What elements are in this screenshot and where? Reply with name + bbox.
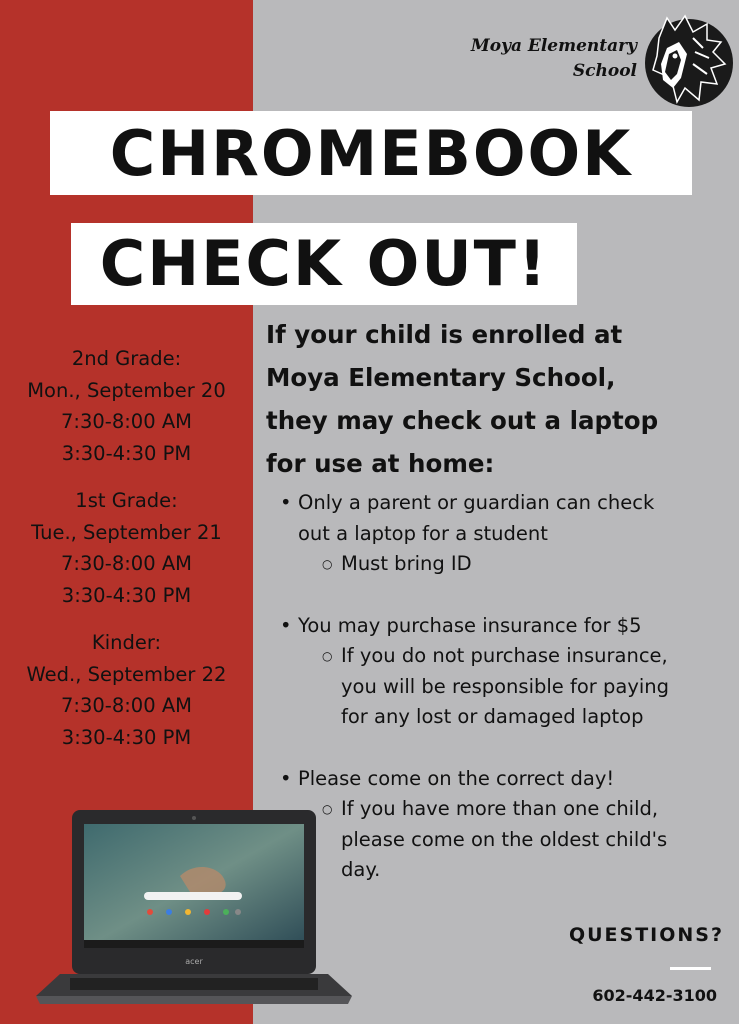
intro-paragraph — [266, 313, 736, 485]
mustang-horse-head-icon — [637, 8, 735, 110]
sub-bullet-text-line: please come on the oldest child's — [341, 827, 668, 851]
bullet-item — [280, 488, 735, 549]
bullet-item — [280, 611, 735, 642]
bullet-text-line: • Only a parent or guardian can check — [298, 491, 655, 514]
sub-bullet-text-line: day. — [341, 858, 381, 881]
schedule-time-morning: 7:30-8:00 AM — [61, 552, 192, 575]
schedule-time-afternoon: 3:30-4:30 PM — [61, 725, 192, 749]
phone-number: 602-442-3100 — [592, 986, 717, 1005]
intro-line: they may check out a laptop — [266, 406, 659, 435]
title-banner-line1 — [50, 111, 692, 195]
sub-bullet-text-line: you will be responsible for paying — [341, 674, 670, 698]
sub-bullet-text-line: ○ If you do not purchase insurance, — [341, 644, 668, 667]
schedule-group — [0, 485, 253, 611]
title-line2: CHECK OUT! — [99, 227, 549, 300]
sub-bullet-text-line: ○ If you have more than one child, — [341, 797, 659, 820]
schedule-time-morning: 7:30-8:00 AM — [61, 694, 192, 717]
sub-bullet-item — [280, 549, 735, 580]
school-name-line1: Moya Elementary — [470, 36, 637, 56]
schedule-date: Tue., September 21 — [31, 520, 222, 544]
schedule-time-afternoon: 3:30-4:30 PM — [61, 441, 192, 465]
school-name — [462, 34, 637, 84]
bullet-text-line: out a laptop for a student — [298, 521, 548, 545]
schedule-time-morning: 7:30-8:00 AM — [61, 410, 192, 433]
sub-bullet-text-line: for any lost or damaged laptop — [341, 705, 644, 728]
title-line1: CHROMEBOOK — [109, 117, 633, 190]
intro-line: If your child is enrolled at — [266, 320, 623, 349]
divider — [670, 967, 711, 970]
schedule-list — [0, 343, 253, 769]
questions-label: QUESTIONS? — [568, 924, 724, 946]
sub-bullet-item — [280, 641, 735, 733]
schedule-time-afternoon: 3:30-4:30 PM — [61, 583, 192, 607]
bullet-item — [280, 764, 735, 795]
title-banner-line2 — [71, 223, 577, 305]
sub-bullet-text-line: ○ Must bring ID — [341, 552, 472, 575]
school-name-line2: School — [572, 61, 637, 81]
schedule-grade: 2nd Grade: — [71, 347, 182, 370]
schedule-group — [0, 627, 253, 753]
intro-line: Moya Elementary School, — [266, 363, 616, 392]
schedule-grade: Kinder: — [91, 631, 162, 654]
bullet-text-line: • You may purchase insurance for $5 — [298, 613, 642, 637]
schedule-grade: 1st Grade: — [75, 489, 178, 512]
schedule-date: Wed., September 22 — [26, 662, 227, 686]
schedule-group — [0, 343, 253, 469]
bullet-text-line: • Please come on the correct day! — [298, 766, 615, 790]
intro-line: for use at home: — [266, 449, 495, 478]
schedule-date: Mon., September 20 — [27, 378, 226, 402]
laptop-brand: acer — [185, 957, 203, 966]
chromebook-laptop-icon — [30, 806, 355, 1011]
